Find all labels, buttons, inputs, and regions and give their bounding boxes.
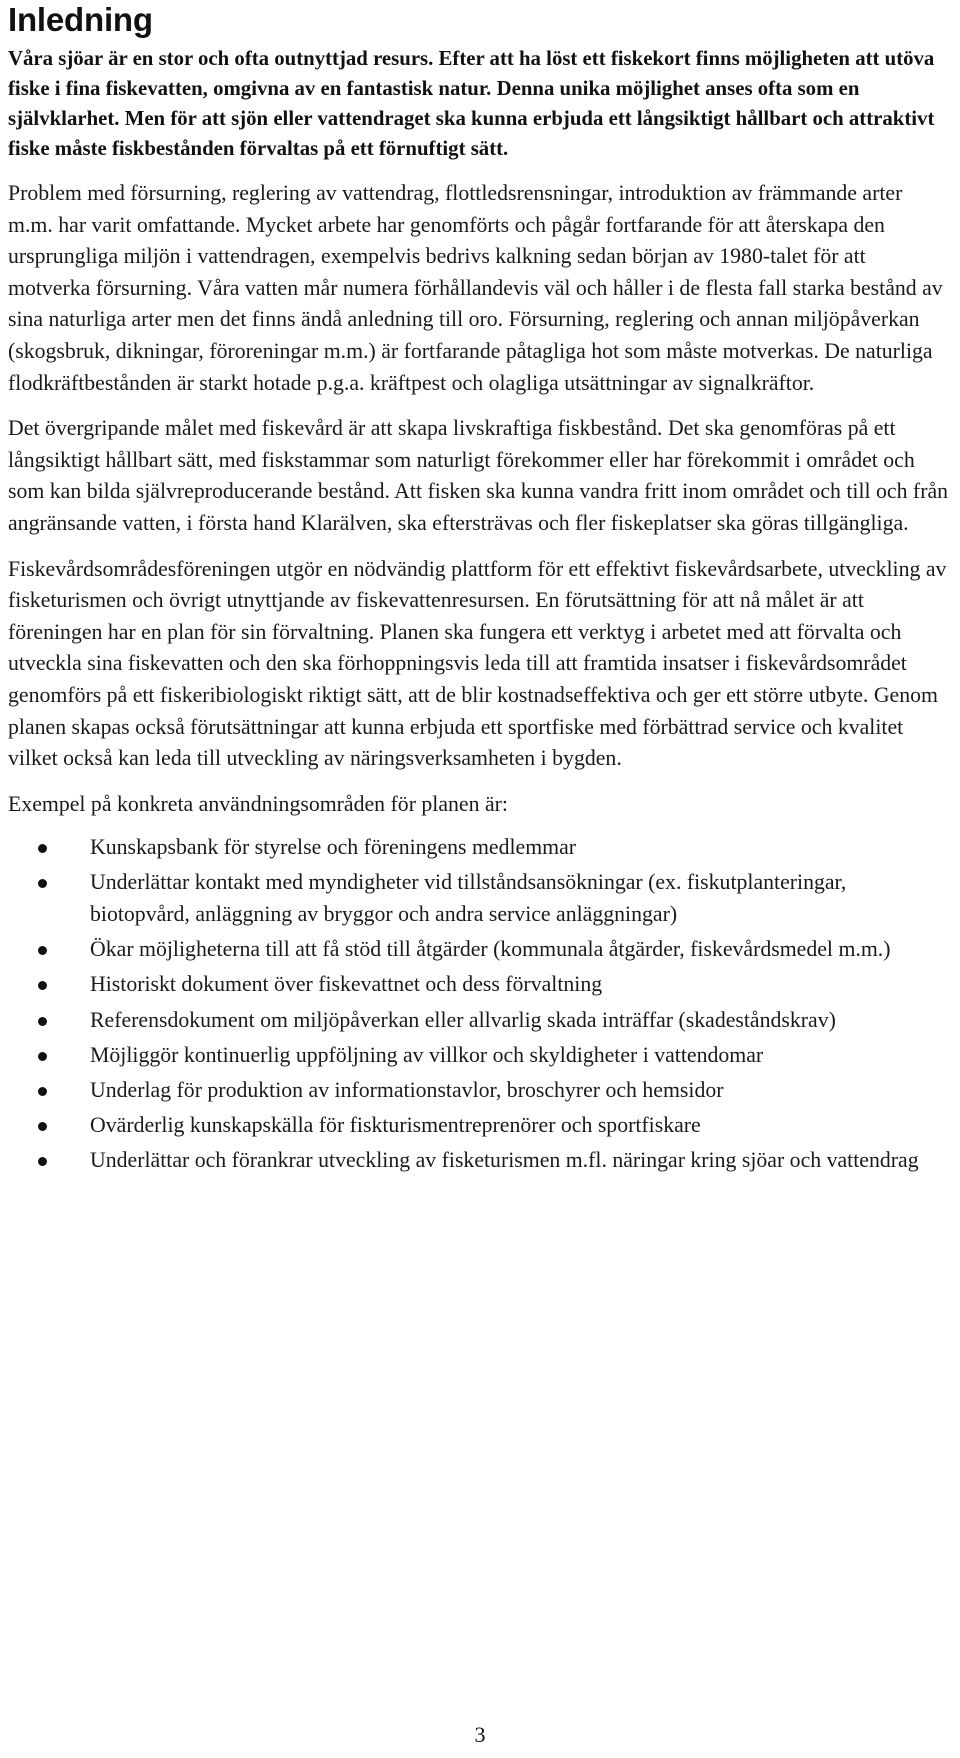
bullet-icon (38, 879, 47, 888)
list-item (8, 1110, 950, 1142)
list-item-text: Kunskapsbank för styrelse och föreningens medlemmar (90, 835, 577, 860)
bullet-icon (38, 946, 47, 955)
bullet-icon (38, 981, 47, 990)
list-item-text: Möjliggör kontinuerlig uppföljning av villkor och skyldigheter i vattendomar (90, 1042, 764, 1067)
list-item-text: Referensdokument om miljöpåverkan eller allvarlig skada inträffar (skadeståndskrav) (90, 1007, 836, 1032)
paragraph: Det övergripande målet med fiskevård är att skapa livskraftiga fiskbestånd. Det ska genomföras på ett långsiktigt hållbart sätt, med fiskstammar som naturligt förekommer eller har förekommit i området och som kan bilda självreproducerande bestånd. Att fisken ska kunna vandra fritt inom området och till och från angränsande vatten, i första hand Klarälven, ska eftersträvas och fler fiskeplatser ska göras tillgängliga. (8, 416, 949, 535)
list-item-text: Historiskt dokument över fiskevattnet och dess förvaltning (90, 972, 603, 997)
bullet-icon (38, 1087, 47, 1096)
list-item-text: Underlag för produktion av informationstavlor, broschyrer och hemsidor (90, 1078, 724, 1102)
bullet-icon (38, 1017, 47, 1026)
bullet-icon (38, 1052, 47, 1061)
bullet-icon (38, 1157, 47, 1166)
bullet-icon (38, 1122, 47, 1131)
list-item (8, 1145, 950, 1177)
list-item-text: Underlättar och förankrar utveckling av fisketurismen m.fl. näringar kring sjöar och vattendrag (90, 1148, 919, 1173)
list-item-text: Ökar möjligheterna till att få stöd till åtgärder (kommunala åtgärder, fiskevårdsmedel m.m.) (90, 937, 891, 962)
page-number: 3 (474, 1722, 486, 1747)
paragraph: Problem med försurning, reglering av vattendrag, flottledsrensningar, introduktion av främmande arter m.m. har varit omfattande. Mycket arbete har genomförts och pågår fortfarande för att återskapa den ursprungliga miljön i vattendragen, exempelvis bedrivs kalkning sedan början av 1980-talet för att motverka försurning. Våra vatten mår numera förhållandevis väl och håller i de flesta fall starka bestånd av sina naturliga arter men det finns ändå anledning till oro. Försurning, reglering och annan miljöpåverkan (skogsbruk, dikningar, föroreningar m.m.) är fortfarande påtagliga hot som måste motverkas. De naturliga flodkräftbestånden är starkt hotade p.g.a. kräftpest och olagliga utsättningar av signalkräftor. (8, 181, 943, 395)
list-item (8, 934, 950, 966)
list-item (8, 1005, 950, 1037)
use-cases-list (8, 832, 950, 1177)
list-item (8, 832, 950, 864)
page-title: Inledning (8, 1, 153, 38)
list-item (8, 867, 950, 930)
list-item-text: Ovärderlig kunskapskälla för fiskturismentreprenörer och sportfiskare (90, 1113, 701, 1138)
list-item-text: Underlättar kontakt med myndigheter vid tillståndsansökningar (ex. fiskutplanteringar, biotopvård, anläggning av bryggor och andra service anläggningar) (90, 870, 847, 927)
paragraph: Fiskevårdsområdesföreningen utgör en nödvändig plattform för ett effektivt fiskevårdsarbete, utveckling av fisketurismen och övrigt utnyttjande av fiskevattenresursen. En förutsättning för att nå målet är att föreningen har en plan för sin förvaltning. Planen ska fungera ett verktyg i arbetet med att förvalta och utveckla sina fiskevatten och den ska förhoppningsvis leda till att framtida insatser i fiskevårdsområdet genomförs på ett fiskeribiologiskt riktigt sätt, att de blir kostnadseffektiva och ger ett större utbyte. Genom planen skapas också förutsättningar att kunna erbjuda ett sportfiske med förbättrad service och kvalitet vilket också kan leda till utveckling av näringsverksamheten i bygden. (8, 556, 947, 771)
list-item (8, 1040, 950, 1072)
bullet-icon (38, 844, 47, 853)
list-intro: Exempel på konkreta användningsområden för planen är: (8, 791, 508, 816)
list-item (8, 969, 950, 1001)
list-item (8, 1075, 950, 1107)
intro-paragraph: Våra sjöar är en stor och ofta outnyttjad resurs. Efter att ha löst ett fiskekort finns möjligheten att utöva fiske i fina fiskevatten, omgivna av en fantastisk natur. Denna unika möjlighet anses ofta som en självklarhet. Men för att sjön eller vattendraget ska kunna erbjuda ett långsiktigt hållbart och attraktivt fiske måste fiskbestånden förvaltas på ett förnuftigt sätt. (8, 47, 935, 160)
